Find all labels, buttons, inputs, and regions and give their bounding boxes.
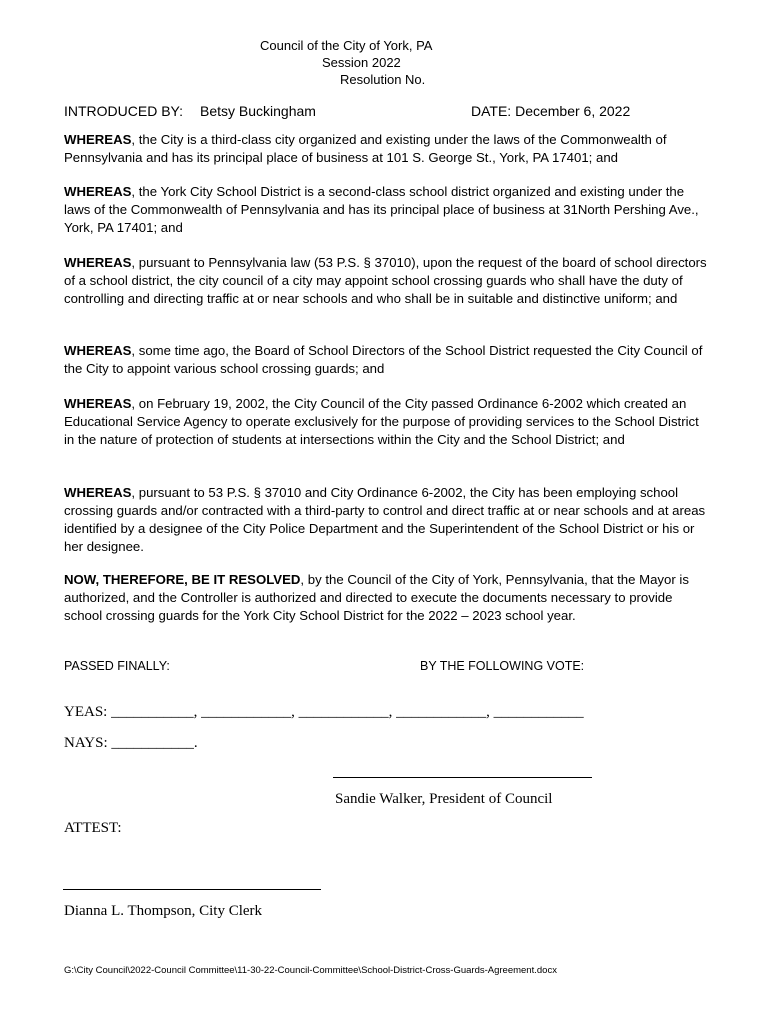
whereas-paragraph-2: [64, 183, 710, 237]
paragraph-lead: NOW, THEREFORE, BE IT RESOLVED: [64, 572, 301, 587]
whereas-paragraph-6: [64, 484, 710, 556]
nays-line: NAYS: ___________.: [64, 735, 198, 751]
clerk-signature-line: [63, 889, 321, 890]
whereas-paragraph-4: [64, 342, 710, 378]
header-council: Council of the City of York, PA: [260, 38, 433, 53]
paragraph-lead: WHEREAS: [64, 485, 132, 500]
by-following-vote-label: BY THE FOLLOWING VOTE:: [420, 659, 585, 673]
file-path-footer: G:\City Council\2022-Council Committee\11-30-22-Council-Committee\School-District-Cross-Guards-Agreement.docx: [64, 965, 557, 976]
paragraph-lead: WHEREAS: [64, 184, 132, 199]
paragraph-text: , the York City School District is a second-class school district organized and existing under the laws of the Commonwealth of Pennsylvania and has its principal place of business at 31North Pershing Ave., York, PA 17401; and: [64, 184, 699, 235]
paragraph-text: , the City is a third-class city organized and existing under the laws of the Commonwealth of Pennsylvania and has its principal place of business at 101 S. George St., York, PA 17401; and: [64, 132, 667, 165]
president-signature-name: Sandie Walker, President of Council: [335, 791, 553, 807]
resolved-paragraph: [64, 571, 710, 625]
date-line: DATE: December 6, 2022: [471, 103, 631, 119]
paragraph-lead: WHEREAS: [64, 132, 132, 147]
header-resolution-no: Resolution No.: [340, 72, 426, 87]
attest-label: ATTEST:: [64, 820, 122, 836]
whereas-paragraph-5: [64, 395, 710, 449]
clerk-signature-name: Dianna L. Thompson, City Clerk: [64, 903, 263, 919]
paragraph-text: , some time ago, the Board of School Directors of the School District requested the City Council of the City to appoint various school crossing guards; and: [64, 343, 703, 376]
president-signature-line: [333, 777, 592, 778]
header-session: Session 2022: [322, 55, 401, 70]
paragraph-text: , on February 19, 2002, the City Council of the City passed Ordinance 6-2002 which created an Educational Service Agency to operate exclusively for the purpose of providing services to the School District in the nature of protection of students at intersections within the City and the School District; and: [64, 396, 699, 447]
paragraph-text: , pursuant to Pennsylvania law (53 P.S. § 37010), upon the request of the board of school directors of a school district, the city council of a city may appoint school crossing guards who shall have the duty of controlling and directing traffic at or near schools and who shall be in suitable and distinctive uniform; and: [64, 255, 707, 306]
paragraph-lead: WHEREAS: [64, 396, 132, 411]
whereas-paragraph-3: [64, 254, 710, 308]
yeas-line: YEAS: ___________, ____________, ____________, ____________, ____________: [64, 704, 584, 720]
paragraph-lead: WHEREAS: [64, 343, 132, 358]
introduced-by-name: Betsy Buckingham: [200, 103, 316, 119]
whereas-paragraph-1: [64, 131, 710, 167]
paragraph-text: , pursuant to 53 P.S. § 37010 and City Ordinance 6-2002, the City has been employing school crossing guards and/or contracted with a third-party to control and direct traffic at or near schools and at areas identified by a designee of the City Police Department and the Superintendent of the School District or his or her designee.: [64, 485, 706, 554]
paragraph-lead: WHEREAS: [64, 255, 132, 270]
introduced-by-label: INTRODUCED BY:: [64, 103, 184, 119]
passed-finally-label: PASSED FINALLY:: [64, 659, 170, 673]
paragraph-text: , by the Council of the City of York, Pennsylvania, that the Mayor is authorized, and the Controller is authorized and directed to execute the documents necessary to provide school crossing guards for the York City School District for the 2022 – 2023 school year.: [64, 572, 689, 623]
